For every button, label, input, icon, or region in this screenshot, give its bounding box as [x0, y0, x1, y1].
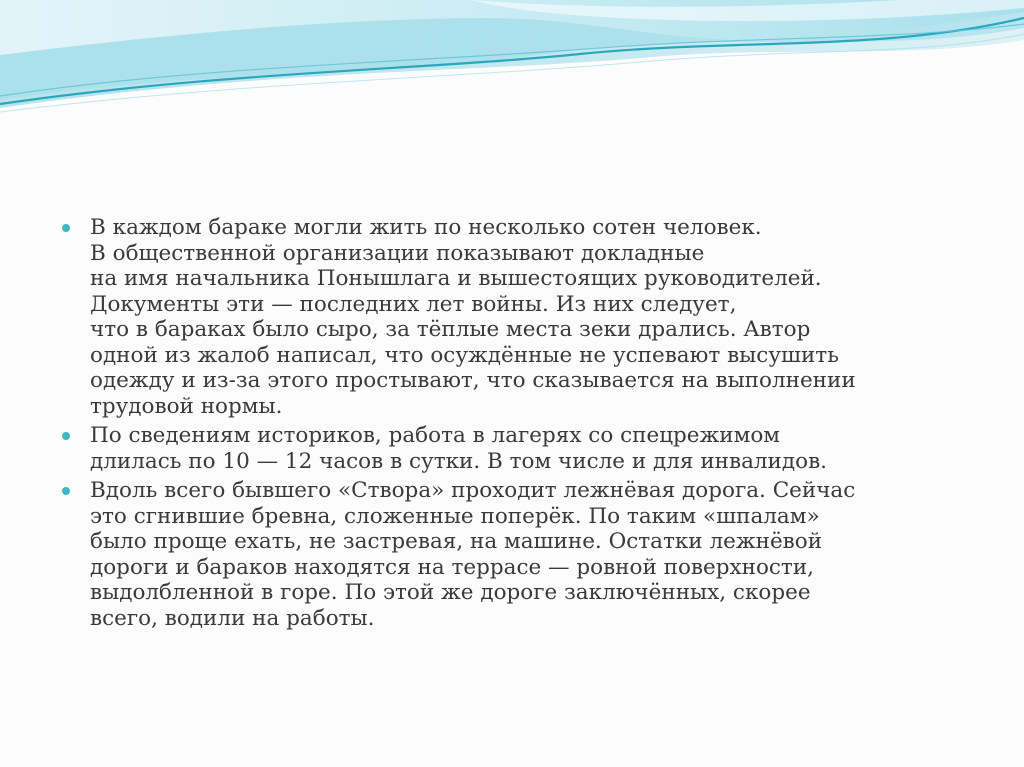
- text-line: на имя начальника Понышлага и вышестоящих руководителей.: [90, 266, 822, 291]
- bullet-item-barracks: [60, 215, 960, 419]
- text-line: В каждом бараке могли жить по несколько сотен человек.: [90, 215, 762, 240]
- text-line: трудовой нормы.: [90, 393, 283, 419]
- text-line: выдолбленной в горе. По этой же дороге заключённых, скорее: [90, 580, 811, 605]
- bullet-item-work-hours: [60, 423, 960, 474]
- text-line: Вдоль всего бывшего «Створа» проходит лежнёвая дорога. Сейчас: [90, 478, 856, 503]
- text-line: было проще ехать, не застревая, на машине. Остатки лежнёвой: [90, 529, 823, 554]
- text-line: одежду и из-за этого простывают, что сказывается на выполнении: [90, 368, 856, 393]
- decorative-wave-header: [0, 0, 1024, 130]
- text-line: одной из жалоб написал, что осуждённые не успевают высушить: [90, 342, 839, 368]
- text-line: дороги и бараков находятся на террасе — ровной поверхности,: [90, 554, 814, 580]
- slide-content: [60, 215, 960, 635]
- bullet-dot-icon: [62, 432, 70, 440]
- text-line: По сведениям историков, работа в лагерях со спецрежимом: [90, 423, 781, 448]
- bullet-list: [60, 215, 960, 631]
- bullet-dot-icon: [62, 487, 70, 495]
- text-line: всего, водили на работы.: [90, 605, 375, 631]
- text-line: что в бараках было сыро, за тёплые места зеки дрались. Автор: [90, 317, 811, 342]
- text-line: В общественной организации показывают докладные: [90, 240, 705, 266]
- text-line: Документы эти — последних лет войны. Из них следует,: [90, 291, 737, 317]
- bullet-dot-icon: [62, 224, 70, 232]
- text-line: это сгнившие бревна, сложенные поперёк. По таким «шпалам»: [90, 503, 820, 529]
- text-line: длилась по 10 — 12 часов в сутки. В том числе и для инвалидов.: [90, 448, 828, 474]
- bullet-item-road: [60, 478, 960, 631]
